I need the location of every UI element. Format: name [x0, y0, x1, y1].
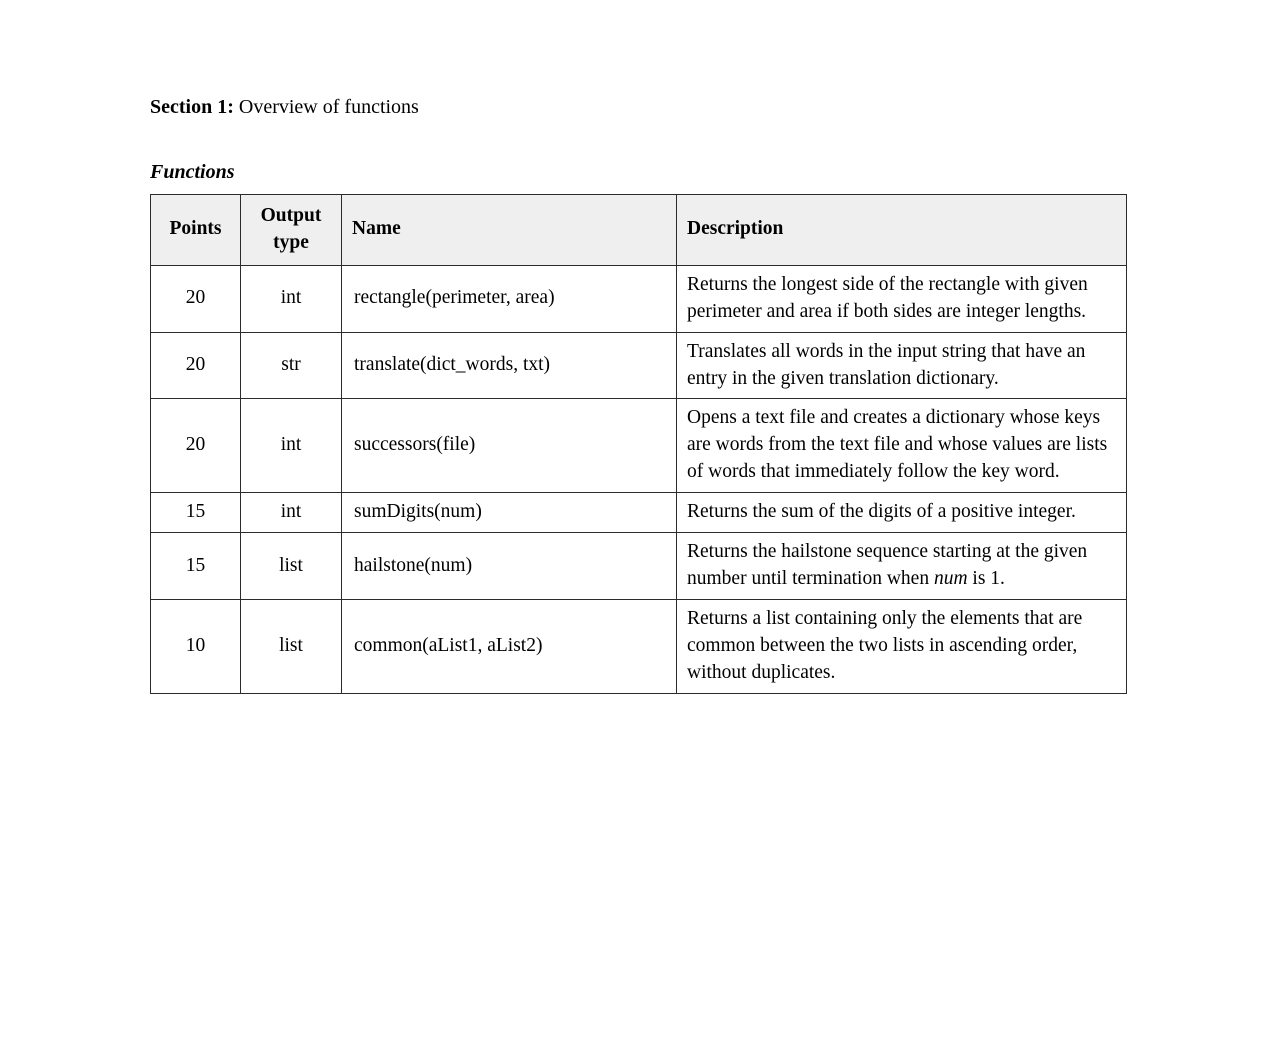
cell-function-name: rectangle(perimeter, area) [342, 265, 677, 332]
column-header-description: Description [677, 195, 1127, 266]
cell-description: Opens a text file and creates a dictionary whose keys are words from the text file and whose values are lists of words that immediately follow the key word. [677, 399, 1127, 493]
table-caption: Functions [150, 161, 235, 183]
description-text: is 1. [967, 567, 1005, 589]
cell-function-name: hailstone(num) [342, 533, 677, 600]
table-row [151, 599, 1127, 693]
description-text: Returns the hailstone sequence starting at the given number until termination when [687, 541, 1088, 589]
document-content [150, 96, 1126, 694]
cell-points: 20 [151, 399, 241, 493]
cell-description: Returns the longest side of the rectangle with given perimeter and area if both sides are integer lengths. [677, 265, 1127, 332]
cell-output-type: int [241, 493, 342, 533]
cell-points: 15 [151, 493, 241, 533]
cell-output-type: int [241, 399, 342, 493]
cell-function-name: translate(dict_words, txt) [342, 332, 677, 399]
cell-output-type: int [241, 265, 342, 332]
cell-description: Translates all words in the input string that have an entry in the given translation dictionary. [677, 332, 1127, 399]
cell-description [677, 533, 1127, 600]
table-row [151, 493, 1127, 533]
column-header-points: Points [151, 195, 241, 266]
table-row [151, 399, 1127, 493]
cell-points: 10 [151, 599, 241, 693]
section-heading-label: Section 1: [150, 96, 234, 118]
cell-description: Returns a list containing only the elements that are common between the two lists in ascending order, without duplicates. [677, 599, 1127, 693]
cell-points: 20 [151, 332, 241, 399]
cell-function-name: sumDigits(num) [342, 493, 677, 533]
cell-function-name: successors(file) [342, 399, 677, 493]
cell-output-type: str [241, 332, 342, 399]
table-header-row [151, 195, 1127, 266]
cell-description: Returns the sum of the digits of a positive integer. [677, 493, 1127, 533]
table-row [151, 332, 1127, 399]
cell-output-type: list [241, 599, 342, 693]
section-heading-title: Overview of functions [233, 96, 419, 118]
column-header-output-type: Output type [241, 195, 342, 266]
table-row [151, 265, 1127, 332]
cell-output-type: list [241, 533, 342, 600]
cell-points: 15 [151, 533, 241, 600]
description-italic-term: num [933, 567, 968, 589]
table-row [151, 533, 1127, 600]
cell-points: 20 [151, 265, 241, 332]
functions-table [150, 194, 1127, 694]
cell-function-name: common(aList1, aList2) [342, 599, 677, 693]
column-header-name: Name [342, 195, 677, 266]
section-heading [150, 96, 1126, 119]
